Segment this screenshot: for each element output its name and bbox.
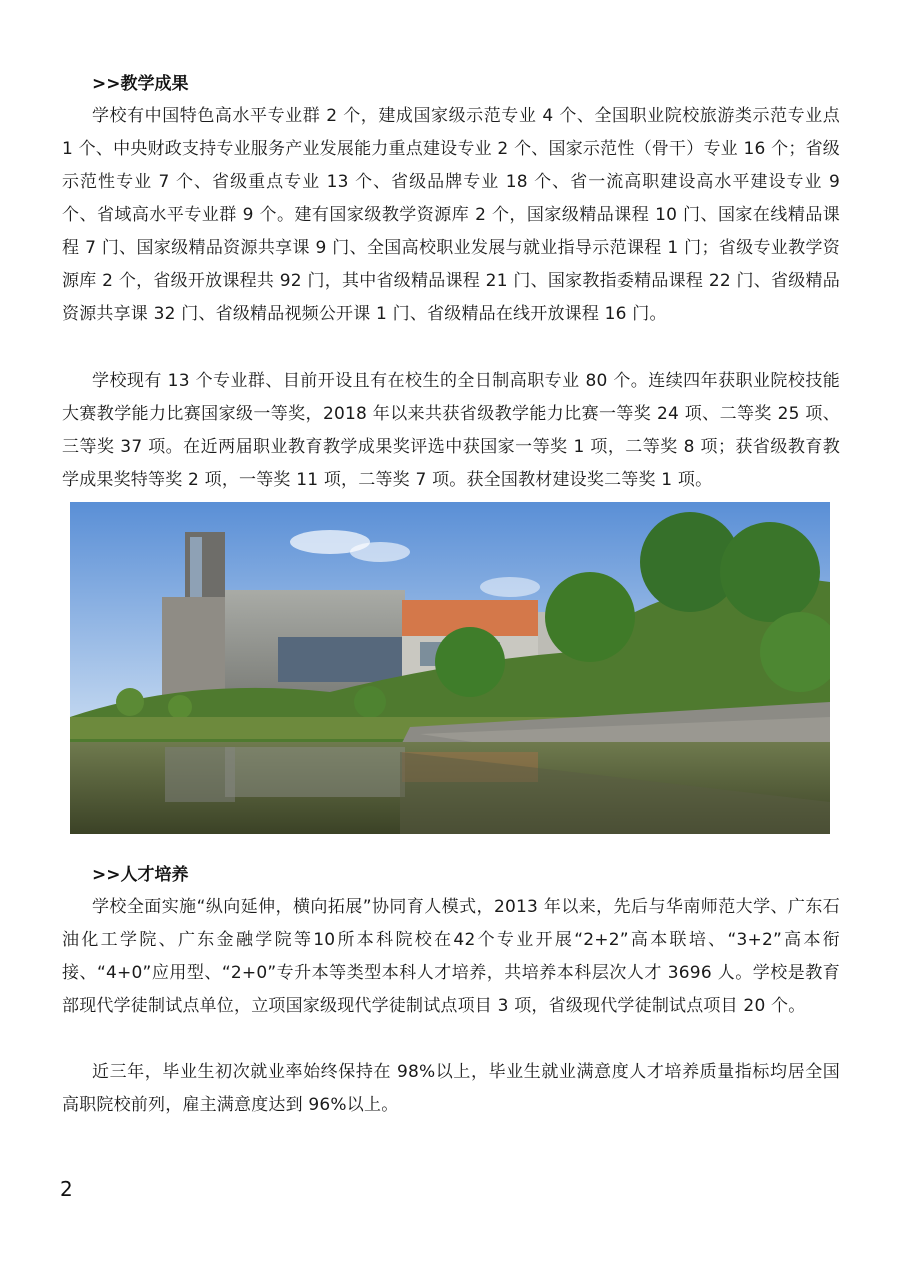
section-heading-talent-cultivation: >>人才培养 bbox=[92, 865, 189, 885]
section-heading-teaching-results: >>教学成果 bbox=[92, 74, 189, 94]
paragraph-employment: 近三年，毕业生初次就业率始终保持在 98%以上，毕业生就业满意度人才培养质量指标均居全国高职院校前列，雇主满意度达到 96%以上。 bbox=[62, 1062, 840, 1115]
paragraph-talent-model: 学校全面实施“纵向延伸，横向拓展”协同育人模式，2013 年以来，先后与华南师范大学、广东石油化工学院、广东金融学院等10所本科院校在42个专业开展“2+2”高本联培、“3+2”高本衔接、“4+0”应用型、“2+0”专升本等类型本科人才培养，共培养本科层次人才 3696 人。学校是教育部现代学徒制试点单位，立项国家级现代学徒制试点项目 3 项，省级现代学徒制试点项目 20 个。 bbox=[62, 897, 840, 1016]
campus-photo bbox=[70, 502, 830, 834]
paragraph-teaching-awards: 学校现有 13 个专业群、目前开设且有在校生的全日制高职专业 80 个。连续四年获职业院校技能大赛教学能力比赛国家级一等奖，2018 年以来共获省级教学能力比赛一等奖 24 项、二等奖 25 项、三等奖 37 项。在近两届职业教育教学成果奖评选中获国家一等奖 1 项，二等奖 8 项；获省级教育教学成果奖特等奖 2 项，一等奖 11 项，二等奖 7 项。获全国教材建设奖二等奖 1 项。 bbox=[62, 371, 840, 490]
paragraph-teaching-resources: 学校有中国特色高水平专业群 2 个，建成国家级示范专业 4 个、全国职业院校旅游类示范专业点 1 个、中央财政支持专业服务产业发展能力重点建设专业 2 个、国家示范性（骨干）专业 16 个；省级示范性专业 7 个、省级重点专业 13 个、省级品牌专业 18 个、省一流高职建设高水平建设专业 9 个、省域高水平专业群 9 个。建有国家级教学资源库 2 个，国家级精品课程 10 门、国家在线精品课程 7 门、国家级精品资源共享课 9 门、全国高校职业发展与就业指导示范课程 1 门；省级专业教学资源库 2 个，省级开放课程共 92 门，其中省级精品课程 21 门、国家教指委精品课程 22 门、省级精品资源共享课 32 门、省级精品视频公开课 1 门、省级精品在线开放课程 16 门。 bbox=[62, 106, 840, 324]
page-number: 2 bbox=[60, 1177, 73, 1201]
